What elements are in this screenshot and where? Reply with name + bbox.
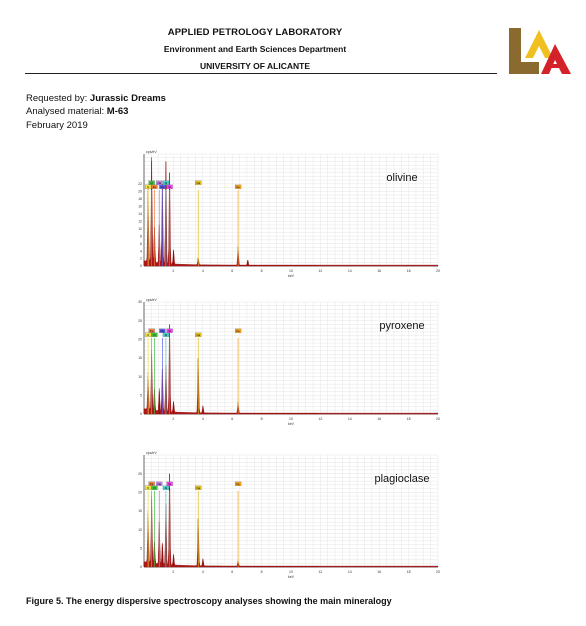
spectrum-plagioclase (132, 449, 444, 581)
x-tick-label: 8 (260, 417, 263, 421)
element-marker-label: Si (168, 184, 171, 189)
y-tick-label: 14 (138, 211, 142, 216)
y-tick-label: 18 (138, 197, 142, 201)
x-tick-label: 2 (172, 417, 175, 421)
element-marker-label: Fe (236, 328, 240, 333)
element-marker-label: Ca (196, 485, 201, 490)
element-marker-label: Fe (150, 328, 154, 333)
element-marker-label: Fe (150, 481, 154, 486)
element-marker-label: Fe (236, 481, 240, 486)
x-tick-label: 18 (406, 269, 411, 273)
x-tick-label: 4 (201, 269, 204, 273)
y-tick-label: 0 (140, 264, 142, 269)
x-tick-label: 14 (347, 269, 352, 273)
element-marker-label: Fe (236, 184, 240, 189)
x-tick-label: 18 (406, 417, 411, 421)
x-tick-label: 6 (231, 570, 234, 574)
element-marker-label: Fe (152, 184, 157, 189)
analysed-material (26, 106, 128, 117)
x-tick-label: 2 (172, 570, 175, 574)
y-tick-label: 22 (138, 182, 142, 187)
x-tick-label: 6 (231, 269, 234, 273)
y-tick-label: 5 (140, 393, 142, 398)
y-tick-label: 4 (140, 249, 142, 254)
department-name: Environment and Earth Sciences Department (163, 44, 347, 54)
x-tick-label: 10 (289, 417, 293, 421)
figure-caption: Figure 5. The energy dispersive spectroscopy analyses showing the main mineralogy (26, 596, 392, 606)
y-tick-label: 25 (138, 318, 142, 323)
mineral-title: pyroxene (379, 320, 425, 332)
y-axis-label: cps/eV (146, 451, 157, 455)
mineral-title: olivine (386, 172, 418, 184)
x-tick-label: 12 (318, 269, 323, 273)
x-axis-label: keV (287, 274, 295, 278)
y-tick-label: 0 (140, 412, 142, 417)
element-marker-label: C (147, 332, 150, 337)
logo-a-yellow (525, 30, 553, 58)
x-tick-label: 8 (260, 570, 263, 574)
x-tick-label: 2 (172, 269, 175, 273)
material-label: Analysed material: (26, 106, 105, 117)
y-tick-label: 2 (140, 256, 142, 261)
x-tick-label: 4 (201, 417, 204, 421)
y-tick-label: 20 (138, 490, 142, 495)
y-tick-label: 16 (138, 204, 142, 209)
element-marker-label: C (147, 184, 150, 189)
x-tick-label: 20 (436, 269, 440, 273)
y-tick-label: 15 (138, 509, 142, 514)
element-marker-label: O (150, 180, 153, 185)
y-tick-label: 8 (140, 234, 142, 239)
x-tick-label: 6 (231, 417, 234, 421)
spectrum-pyroxene (132, 296, 444, 428)
element-marker-label: Ca (196, 180, 201, 185)
material-value: M-63 (106, 106, 129, 117)
element-marker-label: Si (168, 328, 171, 333)
y-tick-label: 10 (138, 226, 142, 231)
element-marker-label: Si (168, 481, 171, 486)
y-tick-label: 0 (140, 565, 142, 570)
requested-label: Requested by: (26, 93, 88, 104)
y-tick-label: 20 (138, 337, 142, 342)
y-tick-label: 15 (138, 356, 142, 361)
x-tick-label: 12 (318, 570, 323, 574)
x-axis-label: keV (287, 422, 295, 426)
x-tick-label: 16 (377, 269, 382, 273)
x-tick-label: 4 (201, 570, 204, 574)
element-marker-label: Na (157, 481, 162, 486)
spectrum-olivine (132, 148, 444, 280)
x-tick-label: 8 (260, 269, 263, 273)
y-axis-label: cps/eV (146, 298, 157, 302)
element-marker-label: Al (164, 485, 168, 490)
lab-name: APPLIED PETROLOGY LABORATORY (167, 27, 343, 38)
plot-grid (144, 302, 438, 414)
element-marker-label: C (147, 485, 150, 490)
header-rule (25, 73, 497, 74)
x-tick-label: 10 (289, 570, 293, 574)
element-marker-label: Al (164, 180, 168, 185)
x-tick-label: 14 (347, 417, 352, 421)
x-tick-label: 20 (436, 570, 440, 574)
element-marker-label: Al (164, 332, 168, 337)
y-tick-label: 6 (140, 241, 142, 246)
y-tick-label: 10 (138, 527, 142, 532)
x-tick-label: 14 (347, 570, 352, 574)
lab-logo (505, 26, 575, 76)
x-tick-label: 12 (318, 417, 323, 421)
plot-grid (144, 154, 438, 266)
report-date: February 2019 (26, 120, 88, 131)
requested-value: Jurassic Dreams (89, 93, 166, 104)
element-marker-label: Mg (160, 184, 165, 189)
element-marker-label: O (153, 332, 156, 337)
y-tick-label: 25 (138, 471, 142, 476)
element-marker-label: Na (157, 180, 162, 185)
element-marker-label: O (153, 485, 156, 490)
y-tick-label: 20 (138, 189, 142, 194)
university-name: UNIVERSITY OF ALICANTE (199, 61, 311, 71)
y-tick-label: 10 (138, 374, 142, 379)
y-tick-label: 5 (140, 546, 142, 551)
x-tick-label: 18 (406, 570, 411, 574)
x-axis-label: keV (287, 575, 295, 579)
y-axis-label: cps/eV (146, 150, 157, 154)
plot-grid (144, 455, 438, 567)
logo-a-bar (550, 64, 562, 68)
mineral-title: plagioclase (374, 473, 430, 485)
element-marker-label: Ca (196, 332, 201, 337)
x-tick-label: 16 (377, 570, 382, 574)
x-tick-label: 16 (377, 417, 382, 421)
requested-by (26, 93, 166, 104)
y-tick-label: 12 (138, 219, 142, 224)
element-marker-label: Mg (160, 328, 165, 333)
x-tick-label: 10 (289, 269, 293, 273)
x-tick-label: 20 (436, 417, 440, 421)
y-tick-label: 30 (138, 300, 142, 305)
